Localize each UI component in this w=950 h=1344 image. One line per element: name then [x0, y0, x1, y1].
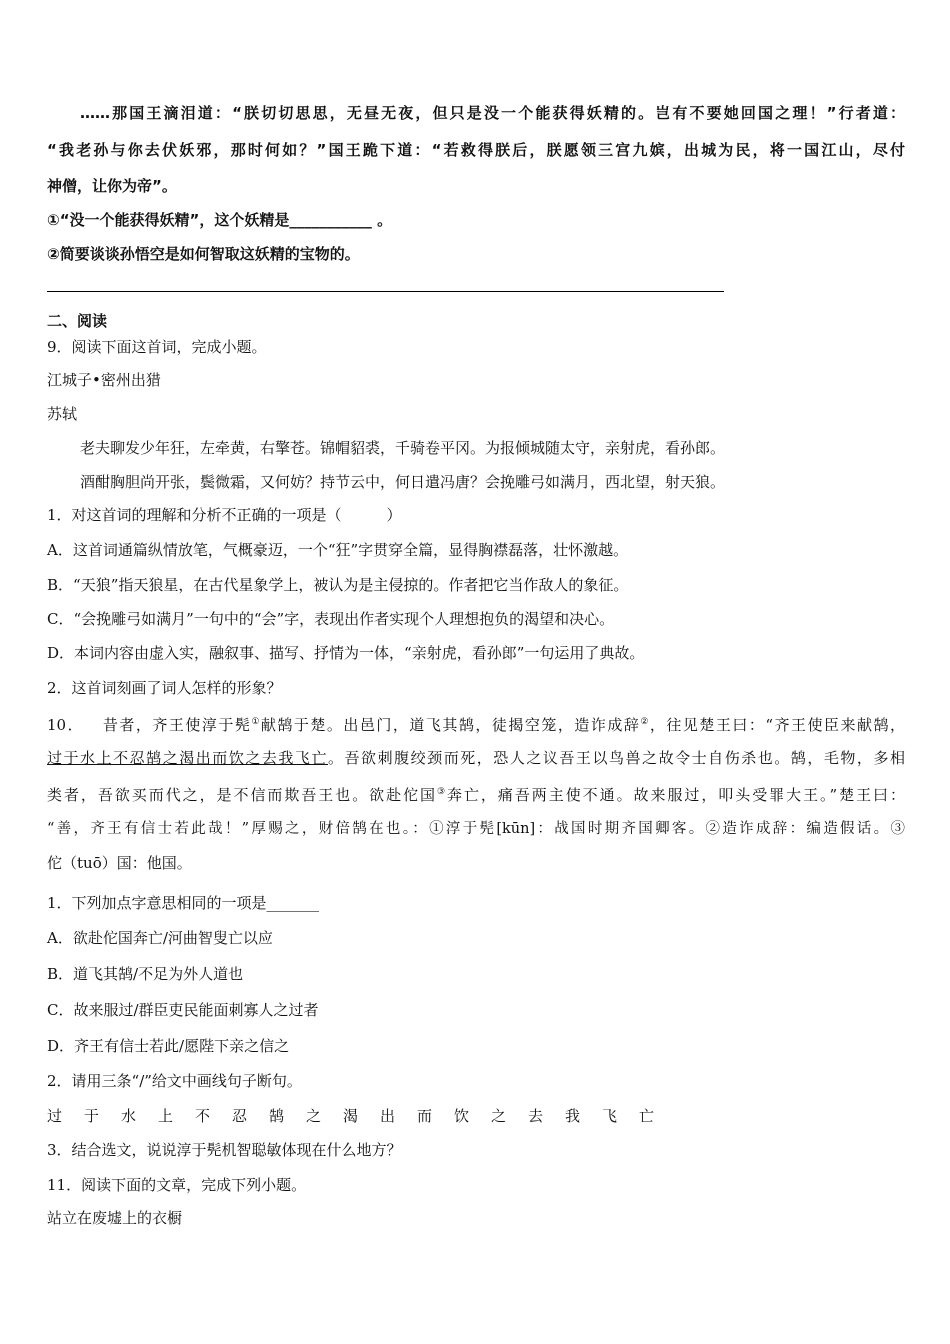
text: 献鹄于楚。出邑门，道飞其鹄，徒揭空笼，造诈成辞	[260, 716, 641, 734]
passage-line	[47, 748, 905, 768]
option-d: D．本词内容由虚入实，融叙事、描写、抒情为一体，“亲射虎，看孙郎”一句运用了典故。	[47, 644, 645, 662]
question: ①“没一个能获得妖精”，这个妖精是___________ 。	[47, 211, 393, 229]
spaced-sentence: 过于水上不忍鹄之渴出而饮之去我飞亡	[47, 1107, 677, 1125]
option-a: A．这首词通篇纵情放笔，气概豪迈，一个“狂”字贯穿全篇，显得胸襟磊落，壮怀激越。	[47, 541, 629, 559]
question: ②简要谈谈孙悟空是如何智取这妖精的宝物的。	[47, 245, 360, 263]
footnote-mark: ②	[640, 717, 650, 727]
text: 。吾欲刺腹绞颈而死，恐人之议吾王以鸟兽之故令士自伤杀也。鹄，毛物，多相	[328, 749, 905, 767]
passage-line: 神僧，让你为帝”。	[47, 177, 177, 195]
poem-verse: 酒酣胸胆尚开张，鬓微霜，又何妨？持节云中，何日遣冯唐？会挽雕弓如满月，西北望，射天狼。	[80, 473, 726, 491]
sub-question: 3．结合选文，说说淳于髡机智聪敏体现在什么地方？	[47, 1141, 402, 1159]
text: 类者，吾欲买而代之，是不信而欺吾王也。欲赴佗国	[47, 786, 437, 804]
footnote-mark: ①	[251, 717, 261, 727]
text: ，往见楚王曰：“齐王使臣来献鹄，	[649, 716, 905, 734]
option-b: B．“天狼”指天狼星，在古代星象学上，被认为是主侵掠的。作者把它当作敌人的象征。	[47, 576, 629, 594]
text: 昔者，齐王使淳于髡	[102, 716, 252, 734]
sub-question: 1．下列加点字意思相同的一项是_______	[47, 894, 320, 912]
question-intro: 9．阅读下面这首词，完成小题。	[47, 338, 267, 356]
passage-line: ……那国王滴泪道：“朕切切思思，无昼无夜，但只是没一个能获得妖精的。岂有不要她回国之理！”行者道：	[80, 104, 905, 122]
passage-line	[47, 782, 905, 805]
passage-line: 佗（tuō）国：他国。	[47, 854, 192, 872]
poem-title: 江城子•密州出猎	[47, 371, 161, 389]
text: 奔亡，痛吾两主使不通。故来服过，叩头受罪大王。”楚王曰：	[447, 786, 905, 804]
article-title: 站立在废墟上的衣橱	[47, 1209, 183, 1227]
sub-question: 2．这首词刻画了词人怎样的形象？	[47, 679, 282, 697]
question-number: 10．	[47, 716, 85, 734]
option-a: A．欲赴佗国奔亡/河曲智叟亡以应	[47, 929, 273, 947]
poem-verse: 老夫聊发少年狂，左牵黄，右擎苍。锦帽貂裘，千骑卷平冈。为报倾城随太守，亲射虎，看孙郎。	[80, 439, 726, 457]
section-heading: 二、阅读	[47, 312, 108, 330]
sub-question: 1．对这首词的理解和分析不正确的一项是（ ）	[47, 506, 402, 524]
option-c: C．故来服过/群臣吏民能面刺寡人之过者	[47, 1001, 319, 1019]
poem-author: 苏轼	[47, 405, 78, 423]
underlined-sentence: 过于水上不忍鹄之渴出而饮之去我飞亡	[47, 749, 328, 767]
question-intro: 11．阅读下面的文章，完成下列小题。	[47, 1176, 307, 1194]
option-b: B．道飞其鹄/不足为外人道也	[47, 965, 244, 983]
passage-line: “我老孙与你去伏妖邪，那时何如？”国王跪下道：“若救得朕后，朕愿领三宫九嫔，出城为民，将一国江山，尽付	[47, 141, 905, 159]
option-c: C．“会挽雕弓如满月”一句中的“会”字，表现出作者实现个人理想抱负的渴望和决心。	[47, 610, 615, 628]
footnote-mark: ③	[436, 787, 448, 797]
passage-line: “善，齐王有信士若此哉！”厚赐之，财倍鹄在也。：①淳于髡[kūn]：战国时期齐国卿客。②造诈成辞：编造假话。③	[47, 821, 905, 837]
passage-line	[47, 712, 905, 735]
answer-line	[47, 291, 724, 292]
option-d: D．齐王有信士若此/愿陛下亲之信之	[47, 1037, 290, 1055]
sub-question: 2．请用三条“/”给文中画线句子断句。	[47, 1072, 302, 1090]
